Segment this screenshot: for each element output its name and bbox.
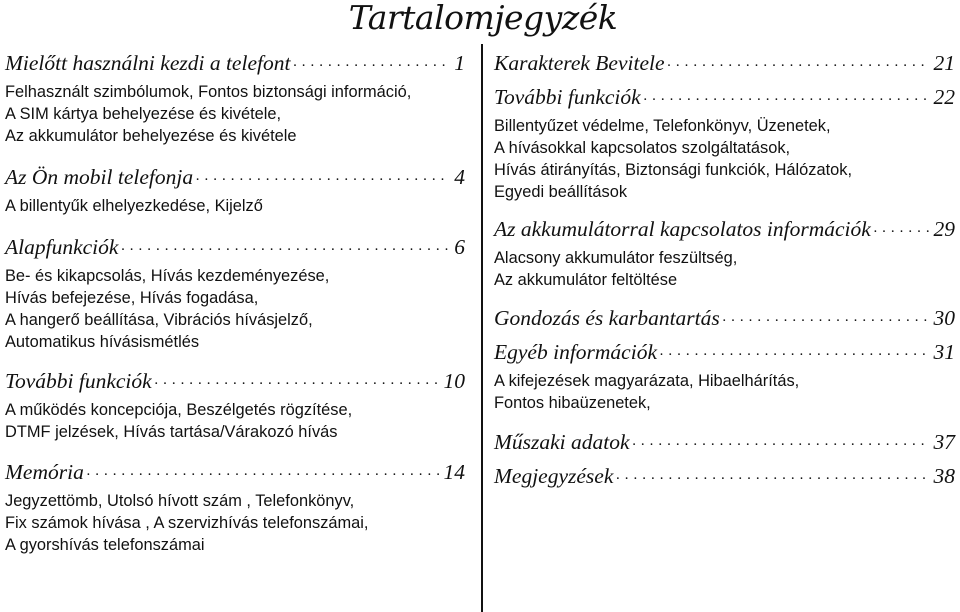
toc-subline: A gyorshívás telefonszámai (5, 536, 205, 554)
dot-leader (195, 167, 450, 194)
toc-entry[interactable] (5, 368, 465, 443)
toc-entry[interactable] (5, 50, 465, 147)
toc-subline: A működés koncepciója, Beszélgetés rögzítése, (5, 401, 353, 419)
toc-heading[interactable]: Memória (5, 460, 84, 484)
dot-leader (659, 342, 930, 369)
toc-heading[interactable]: Az Ön mobil telefonja (5, 165, 194, 189)
toc-entry[interactable] (5, 234, 465, 353)
toc-entry[interactable] (494, 305, 955, 335)
toc-subline: Fontos hibaüzenetek, (494, 394, 651, 412)
toc-heading[interactable]: Gondozás és karbantartás (494, 306, 720, 330)
dot-leader (86, 462, 440, 489)
toc-left-column (5, 50, 465, 556)
toc-heading[interactable]: További funkciók (494, 85, 641, 109)
toc-page-number: 14 (443, 460, 465, 484)
toc-page-number: 37 (933, 430, 955, 454)
toc-heading[interactable]: Műszaki adatok (494, 430, 630, 454)
toc-entry[interactable] (5, 459, 465, 556)
toc-entry[interactable] (494, 50, 955, 80)
toc-subline: A billentyűk elhelyezkedése, Kijelző (5, 197, 263, 215)
toc-page-number: 31 (933, 340, 955, 364)
dot-leader (154, 371, 440, 398)
toc-subline: Hívás átirányítás, Biztonsági funkciók, Hálózatok, (494, 161, 853, 179)
toc-heading[interactable]: Az akkumulátorral kapcsolatos információk (494, 217, 871, 241)
toc-subline: Be- és kikapcsolás, Hívás kezdeményezése, (5, 267, 330, 285)
toc-heading[interactable]: További funkciók (5, 369, 152, 393)
toc-heading[interactable]: Egyéb információk (494, 340, 657, 364)
dot-leader (615, 466, 929, 493)
toc-subline: Az akkumulátor feltöltése (494, 271, 678, 289)
toc-subline: Az akkumulátor behelyezése és kivétele (5, 127, 297, 145)
toc-heading[interactable]: Alapfunkciók (5, 235, 119, 259)
toc-page-number: 30 (933, 306, 955, 330)
toc-subline: DTMF jelzések, Hívás tartása/Várakozó hívás (5, 423, 338, 441)
toc-page-number: 22 (933, 85, 955, 109)
column-divider (481, 44, 483, 612)
page-title: Tartalomjegyzék (348, 0, 618, 37)
toc-entry[interactable] (494, 216, 955, 291)
toc-heading[interactable]: Mielőtt használni kezdi a telefont (5, 51, 291, 75)
toc-subline: Felhasznált szimbólumok, Fontos biztonsági információ, (5, 83, 412, 101)
toc-entry[interactable] (5, 164, 465, 217)
dot-leader (667, 53, 930, 80)
dot-leader (120, 237, 450, 264)
dot-leader (643, 87, 930, 114)
toc-entry[interactable] (494, 339, 955, 414)
toc-page-number: 4 (454, 165, 465, 189)
toc-page-number: 21 (933, 51, 955, 75)
toc-subline: A kifejezések magyarázata, Hibaelhárítás, (494, 372, 800, 390)
toc-entry[interactable] (494, 429, 955, 459)
toc-subline: Alacsony akkumulátor feszültség, (494, 249, 738, 267)
dot-leader (632, 432, 930, 459)
toc-subline: Jegyzettömb, Utolsó hívott szám , Telefonkönyv, (5, 492, 355, 510)
toc-subline: Egyedi beállítások (494, 183, 628, 201)
toc-page-number: 10 (443, 369, 465, 393)
toc-entry[interactable] (494, 463, 955, 493)
dot-leader (873, 219, 930, 246)
toc-subline: A SIM kártya behelyezése és kivétele, (5, 105, 282, 123)
toc-heading[interactable]: Megjegyzések (494, 464, 614, 488)
toc-right-column (494, 50, 955, 493)
toc-subline: A hívásokkal kapcsolatos szolgáltatások, (494, 139, 791, 157)
toc-page-number: 1 (454, 51, 465, 75)
toc-subline: Hívás befejezése, Hívás fogadása, (5, 289, 259, 307)
toc-page-number: 6 (454, 235, 465, 259)
toc-subline: A hangerő beállítása, Vibrációs hívásjelző, (5, 311, 313, 329)
toc-heading[interactable]: Karakterek Bevitele (494, 51, 665, 75)
toc-page-number: 29 (933, 217, 955, 241)
toc-subline: Automatikus hívásismétlés (5, 333, 200, 351)
toc-subline: Fix számok hívása , A szervizhívás telefonszámai, (5, 514, 369, 532)
toc-entry[interactable] (494, 84, 955, 203)
toc-subline: Billentyűzet védelme, Telefonkönyv, Üzenetek, (494, 117, 831, 135)
toc-page-number: 38 (933, 464, 955, 488)
dot-leader (722, 308, 930, 335)
dot-leader (292, 53, 450, 80)
